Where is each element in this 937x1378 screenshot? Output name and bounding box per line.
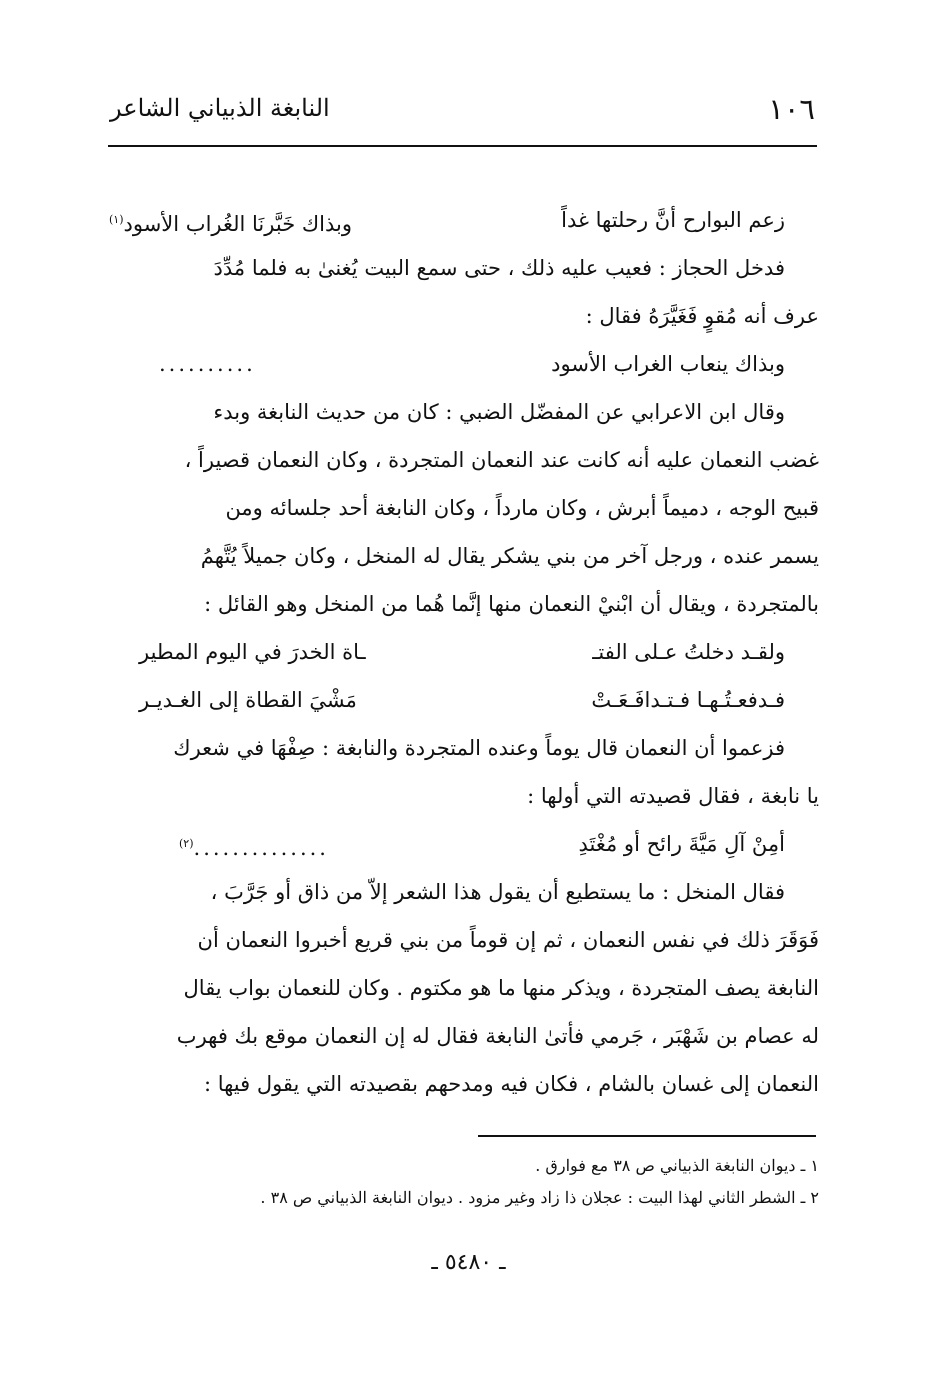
paragraph-2-line-5: بالمتجردة ، ويقال أن ابْنيْ النعمان منها إنَّما هُما من المنخل وهو القائل : xyxy=(204,592,819,616)
verse-1 xyxy=(109,196,819,244)
footnote-marker-1: (١) xyxy=(109,213,124,226)
paragraph-2-line-3: قبيح الوجه ، دميماً أبرش ، وكان مارداً ، وكان النابغة أحد جلسائه ومن xyxy=(225,496,819,520)
verse-1-first-hemistich: زعم البوارح أنَّ رحلتها غداً xyxy=(561,208,785,232)
verse-1-second-text: وبذاك خَبَّرنَا الغُراب الأسود xyxy=(123,212,353,236)
paragraph-2-line-2: غضب النعمان عليه أنه كانت عند النعمان المتجردة ، وكان النعمان قصيراً ، xyxy=(184,448,819,472)
paragraph-2-line-1: وقال ابن الاعرابي عن المفضّل الضبي : كان من حديث النابغة وبدء xyxy=(213,400,785,424)
verse-4-dots: .............. xyxy=(193,836,329,860)
paragraph-4-line-5: النعمان إلى غسان بالشام ، فكان فيه ومدحهم بقصيدته التي يقول فيها : xyxy=(203,1072,819,1096)
footnote-2: ٢ ـ الشطر الثاني لهذا البيت : عجلان ذا زاد وغير مزود . ديوان النابغة الذبياني ص ٣٨ . xyxy=(260,1188,819,1207)
paragraph-1-line-1: فدخل الحجاز : فعيب عليه ذلك ، حتى سمع البيت يُغنىٰ به فلما مُدِّدَ xyxy=(213,256,785,280)
verse-4-first-hemistich: أمِنْ آلِ مَيَّةَ رائح أو مُغْتَدِ xyxy=(578,832,785,856)
page-number: ١٠٦ xyxy=(768,92,815,126)
verse-2 xyxy=(109,340,819,388)
main-text xyxy=(109,196,819,1108)
verse-1-second-hemistich xyxy=(109,196,352,244)
paragraph-4-line-1: فقال المنخل : ما يستطيع أن يقول هذا الشعر إلاّ من ذاق أو جَرَّبَ ، xyxy=(210,880,785,904)
paragraph-4-line-2: فَوَقَرَ ذلك في نفس النعمان ، ثم إن قوماً من بني قريع أخبروا النعمان أن xyxy=(197,928,819,952)
paragraph-3-line-1: فزعموا أن النعمان قال يوماً وعنده المتجردة والنابغة : صِفْهَا في شعرك xyxy=(173,736,785,760)
verse-2-first-hemistich-dots: .......... xyxy=(159,352,256,376)
verse-3-line-1-second: ـاة الخدرَ في اليوم المطير xyxy=(139,640,366,664)
header-rule xyxy=(108,145,817,147)
paragraph-4-line-3: النابغة يصف المتجردة ، ويذكر منها ما هو مكتوم . وكان للنعمان بواب يقال xyxy=(183,976,819,1000)
verse-2-second-hemistich: وبذاك ينعاب الغراب الأسود xyxy=(551,352,785,376)
running-head xyxy=(110,88,815,138)
paragraph-2-line-4: يسمر عنده ، ورجل آخر من بني يشكر يقال له المنخل ، وكان جميلاً يُتَّهمُ xyxy=(200,544,819,568)
verse-4-second-hemistich xyxy=(179,820,329,868)
folio-number: ـ ٥٤٨٠ ـ xyxy=(431,1250,506,1275)
verse-3-line-2 xyxy=(109,676,819,724)
verse-3-line-1-first: ولقـد دخلتُ عـلى الفتـ xyxy=(592,640,785,664)
paragraph-1-line-2: عرف أنه مُقوٍ فَغَيَّرَهُ فقال : xyxy=(585,304,819,328)
verse-3-line-2-second: مَشْيَ القطاة إلى الغـديـر xyxy=(139,688,357,712)
verse-3-line-1 xyxy=(109,628,819,676)
footnote-marker-2: (٢) xyxy=(179,837,194,850)
verse-3-line-2-first: فـدفعـتُـهـا فـتـدافَـعَـتْ xyxy=(591,688,785,712)
footnote-rule xyxy=(478,1135,816,1137)
footnotes xyxy=(109,1150,819,1214)
verse-4 xyxy=(109,820,819,868)
footnote-1: ١ ـ ديوان النابغة الذبياني ص ٣٨ مع فوارق . xyxy=(535,1156,819,1175)
paragraph-4-line-4: له عصام بن شَهْبَر ، جَرمي فأتىٰ النابغة فقال له إن النعمان موقع بك فهرب xyxy=(176,1024,819,1048)
paragraph-3-line-2: يا نابغة ، فقال قصيدته التي أولها : xyxy=(527,784,819,808)
running-title: النابغة الذبياني الشاعر xyxy=(110,94,330,122)
